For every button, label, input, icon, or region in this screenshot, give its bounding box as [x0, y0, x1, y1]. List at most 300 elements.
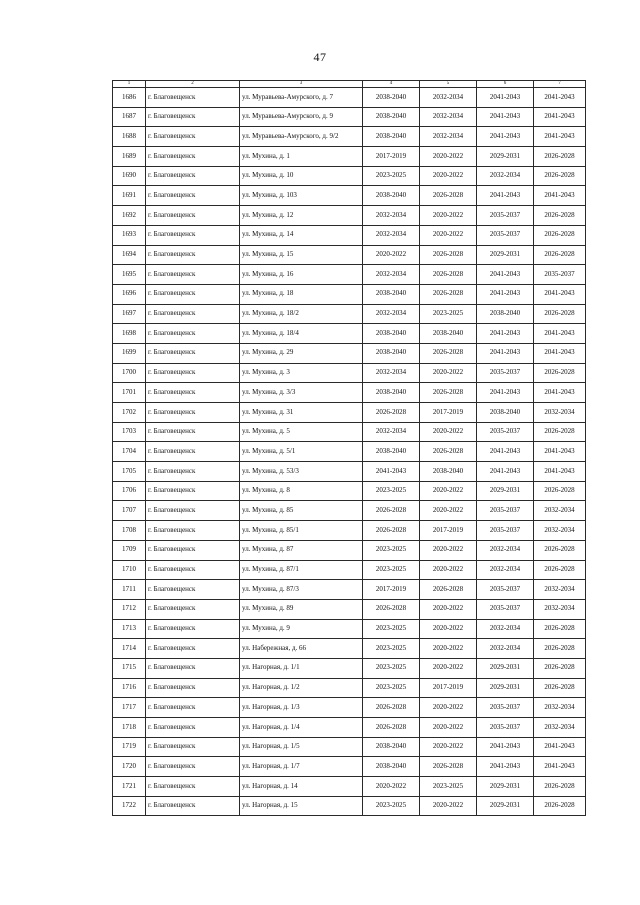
- row-number: 1700: [113, 363, 146, 383]
- address: ул. Мухина, д. 9: [240, 619, 363, 639]
- period-col-4: 2038-2040: [363, 88, 420, 108]
- column-number: 5: [420, 81, 477, 88]
- period-col-6: 2035-2037: [477, 718, 534, 738]
- row-number: 1722: [113, 796, 146, 816]
- period-col-6: 2035-2037: [477, 698, 534, 718]
- period-col-6: 2038-2040: [477, 304, 534, 324]
- row-number: 1713: [113, 619, 146, 639]
- table-row: [113, 580, 586, 600]
- period-col-6: 2041-2043: [477, 343, 534, 363]
- period-col-7: 2026-2028: [534, 540, 586, 560]
- table-row: [113, 462, 586, 482]
- table-row: [113, 88, 586, 108]
- period-col-5: 2026-2028: [420, 757, 477, 777]
- settlement: г. Благовещенск: [146, 540, 240, 560]
- period-col-6: 2035-2037: [477, 580, 534, 600]
- period-col-4: 2026-2028: [363, 698, 420, 718]
- address: ул. Мухина, д. 103: [240, 186, 363, 206]
- row-number: 1703: [113, 422, 146, 442]
- period-col-4: 2023-2025: [363, 540, 420, 560]
- settlement: г. Благовещенск: [146, 718, 240, 738]
- period-col-5: 2023-2025: [420, 304, 477, 324]
- address: ул. Мухина, д. 87/1: [240, 560, 363, 580]
- table-row: [113, 265, 586, 285]
- address: ул. Мухина, д. 31: [240, 403, 363, 423]
- table-row: [113, 718, 586, 738]
- period-col-6: 2032-2034: [477, 540, 534, 560]
- period-col-5: 2020-2022: [420, 737, 477, 757]
- period-col-6: 2041-2043: [477, 383, 534, 403]
- period-col-4: 2023-2025: [363, 619, 420, 639]
- period-col-6: 2032-2034: [477, 166, 534, 186]
- period-col-7: 2026-2028: [534, 658, 586, 678]
- period-col-4: 2032-2034: [363, 225, 420, 245]
- row-number: 1687: [113, 107, 146, 127]
- settlement: г. Благовещенск: [146, 757, 240, 777]
- row-number: 1692: [113, 206, 146, 226]
- settlement: г. Благовещенск: [146, 737, 240, 757]
- period-col-5: 2017-2019: [420, 678, 477, 698]
- address: ул. Мухина, д. 15: [240, 245, 363, 265]
- period-col-4: 2020-2022: [363, 245, 420, 265]
- period-col-6: 2041-2043: [477, 757, 534, 777]
- period-col-4: 2023-2025: [363, 166, 420, 186]
- period-col-4: 2023-2025: [363, 560, 420, 580]
- period-col-4: 2017-2019: [363, 147, 420, 167]
- period-col-4: 2020-2022: [363, 777, 420, 797]
- period-col-5: 2017-2019: [420, 403, 477, 423]
- period-col-4: 2026-2028: [363, 599, 420, 619]
- row-number: 1720: [113, 757, 146, 777]
- period-col-5: 2026-2028: [420, 265, 477, 285]
- period-col-7: 2026-2028: [534, 166, 586, 186]
- settlement: г. Благовещенск: [146, 363, 240, 383]
- period-col-4: 2038-2040: [363, 186, 420, 206]
- table-row: [113, 658, 586, 678]
- address: ул. Мухина, д. 85/1: [240, 521, 363, 541]
- period-col-5: 2038-2040: [420, 324, 477, 344]
- column-number: 2: [146, 81, 240, 88]
- settlement: г. Благовещенск: [146, 422, 240, 442]
- column-number: 3: [240, 81, 363, 88]
- address: ул. Мухина, д. 53/3: [240, 462, 363, 482]
- period-col-7: 2032-2034: [534, 599, 586, 619]
- row-number: 1688: [113, 127, 146, 147]
- row-number: 1686: [113, 88, 146, 108]
- settlement: г. Благовещенск: [146, 127, 240, 147]
- period-col-4: 2032-2034: [363, 363, 420, 383]
- period-col-4: 2038-2040: [363, 383, 420, 403]
- row-number: 1695: [113, 265, 146, 285]
- period-col-6: 2041-2043: [477, 442, 534, 462]
- period-col-7: 2026-2028: [534, 619, 586, 639]
- settlement: г. Благовещенск: [146, 796, 240, 816]
- period-col-7: 2026-2028: [534, 560, 586, 580]
- period-col-4: 2032-2034: [363, 206, 420, 226]
- address: ул. Нагорная, д. 14: [240, 777, 363, 797]
- period-col-7: 2041-2043: [534, 442, 586, 462]
- period-col-5: 2026-2028: [420, 245, 477, 265]
- table-row: [113, 343, 586, 363]
- period-col-7: 2026-2028: [534, 147, 586, 167]
- period-col-4: 2017-2019: [363, 580, 420, 600]
- period-col-5: 2020-2022: [420, 206, 477, 226]
- period-col-6: 2035-2037: [477, 521, 534, 541]
- period-col-6: 2029-2031: [477, 658, 534, 678]
- period-col-5: 2020-2022: [420, 501, 477, 521]
- period-col-7: 2026-2028: [534, 206, 586, 226]
- settlement: г. Благовещенск: [146, 658, 240, 678]
- address: ул. Мухина, д. 18/2: [240, 304, 363, 324]
- row-number: 1690: [113, 166, 146, 186]
- address: ул. Нагорная, д. 15: [240, 796, 363, 816]
- page-number: 47: [313, 50, 327, 64]
- settlement: г. Благовещенск: [146, 245, 240, 265]
- address: ул. Мухина, д. 1: [240, 147, 363, 167]
- table-row: [113, 540, 586, 560]
- row-number: 1697: [113, 304, 146, 324]
- period-col-5: 2020-2022: [420, 481, 477, 501]
- column-number: 4: [363, 81, 420, 88]
- period-col-7: 2032-2034: [534, 403, 586, 423]
- address: ул. Муравьева-Амурского, д. 7: [240, 88, 363, 108]
- row-number: 1702: [113, 403, 146, 423]
- address: ул. Мухина, д. 18/4: [240, 324, 363, 344]
- row-number: 1715: [113, 658, 146, 678]
- row-number: 1694: [113, 245, 146, 265]
- register-table: [112, 80, 586, 816]
- period-col-7: 2041-2043: [534, 107, 586, 127]
- period-col-6: 2041-2043: [477, 107, 534, 127]
- period-col-4: 2023-2025: [363, 796, 420, 816]
- table-row: [113, 521, 586, 541]
- period-col-6: 2035-2037: [477, 501, 534, 521]
- table-row: [113, 599, 586, 619]
- period-col-6: 2041-2043: [477, 265, 534, 285]
- table-row: [113, 698, 586, 718]
- period-col-4: 2038-2040: [363, 737, 420, 757]
- table-row: [113, 245, 586, 265]
- period-col-5: 2017-2019: [420, 521, 477, 541]
- table-row: [113, 757, 586, 777]
- period-col-4: 2041-2043: [363, 462, 420, 482]
- settlement: г. Благовещенск: [146, 599, 240, 619]
- period-col-7: 2026-2028: [534, 245, 586, 265]
- settlement: г. Благовещенск: [146, 304, 240, 324]
- row-number: 1701: [113, 383, 146, 403]
- settlement: г. Благовещенск: [146, 343, 240, 363]
- period-col-7: 2035-2037: [534, 265, 586, 285]
- address: ул. Мухина, д. 29: [240, 343, 363, 363]
- row-number: 1721: [113, 777, 146, 797]
- period-col-5: 2032-2034: [420, 107, 477, 127]
- table-row: [113, 186, 586, 206]
- table-row: [113, 147, 586, 167]
- period-col-5: 2020-2022: [420, 619, 477, 639]
- period-col-5: 2026-2028: [420, 383, 477, 403]
- row-number: 1693: [113, 225, 146, 245]
- period-col-4: 2032-2034: [363, 304, 420, 324]
- period-col-5: 2026-2028: [420, 580, 477, 600]
- address: ул. Мухина, д. 85: [240, 501, 363, 521]
- row-number: 1689: [113, 147, 146, 167]
- address: ул. Муравьева-Амурского, д. 9/2: [240, 127, 363, 147]
- period-col-5: 2020-2022: [420, 166, 477, 186]
- period-col-7: 2041-2043: [534, 186, 586, 206]
- period-col-6: 2041-2043: [477, 737, 534, 757]
- period-col-6: 2029-2031: [477, 796, 534, 816]
- period-col-7: 2041-2043: [534, 343, 586, 363]
- row-number: 1705: [113, 462, 146, 482]
- period-col-5: 2032-2034: [420, 127, 477, 147]
- period-col-4: 2038-2040: [363, 127, 420, 147]
- period-col-5: 2020-2022: [420, 225, 477, 245]
- period-col-7: 2032-2034: [534, 698, 586, 718]
- period-col-6: 2041-2043: [477, 284, 534, 304]
- table-row: [113, 678, 586, 698]
- period-col-6: 2029-2031: [477, 147, 534, 167]
- period-col-7: 2041-2043: [534, 737, 586, 757]
- period-col-6: 2035-2037: [477, 225, 534, 245]
- row-number: 1708: [113, 521, 146, 541]
- settlement: г. Благовещенск: [146, 225, 240, 245]
- period-col-6: 2041-2043: [477, 186, 534, 206]
- row-number: 1718: [113, 718, 146, 738]
- table-row: [113, 501, 586, 521]
- settlement: г. Благовещенск: [146, 462, 240, 482]
- period-col-7: 2032-2034: [534, 521, 586, 541]
- settlement: г. Благовещенск: [146, 383, 240, 403]
- period-col-5: 2026-2028: [420, 284, 477, 304]
- period-col-7: 2041-2043: [534, 127, 586, 147]
- table-row: [113, 796, 586, 816]
- period-col-6: 2035-2037: [477, 206, 534, 226]
- period-col-7: 2026-2028: [534, 678, 586, 698]
- period-col-5: 2020-2022: [420, 363, 477, 383]
- row-number: 1709: [113, 540, 146, 560]
- period-col-7: 2032-2034: [534, 501, 586, 521]
- period-col-5: 2026-2028: [420, 442, 477, 462]
- address: ул. Нагорная, д. 1/2: [240, 678, 363, 698]
- address: ул. Мухина, д. 18: [240, 284, 363, 304]
- table-row: [113, 560, 586, 580]
- settlement: г. Благовещенск: [146, 186, 240, 206]
- column-number: 1: [113, 81, 146, 88]
- settlement: г. Благовещенск: [146, 521, 240, 541]
- period-col-5: 2020-2022: [420, 560, 477, 580]
- settlement: г. Благовещенск: [146, 580, 240, 600]
- period-col-5: 2020-2022: [420, 639, 477, 659]
- column-number: 7: [534, 81, 586, 88]
- table-row: [113, 403, 586, 423]
- table-row: [113, 481, 586, 501]
- row-number: 1704: [113, 442, 146, 462]
- row-number: 1699: [113, 343, 146, 363]
- period-col-6: 2035-2037: [477, 363, 534, 383]
- settlement: г. Благовещенск: [146, 284, 240, 304]
- period-col-6: 2041-2043: [477, 127, 534, 147]
- period-col-4: 2026-2028: [363, 718, 420, 738]
- table-row: [113, 777, 586, 797]
- address: ул. Мухина, д. 5/1: [240, 442, 363, 462]
- period-col-4: 2038-2040: [363, 324, 420, 344]
- row-number: 1714: [113, 639, 146, 659]
- period-col-6: 2032-2034: [477, 639, 534, 659]
- address: ул. Нагорная, д. 1/5: [240, 737, 363, 757]
- row-number: 1710: [113, 560, 146, 580]
- row-number: 1706: [113, 481, 146, 501]
- period-col-7: 2032-2034: [534, 718, 586, 738]
- table-row: [113, 619, 586, 639]
- address: ул. Мухина, д. 8: [240, 481, 363, 501]
- period-col-7: 2041-2043: [534, 757, 586, 777]
- address: ул. Набережная, д. 66: [240, 639, 363, 659]
- period-col-4: 2038-2040: [363, 284, 420, 304]
- period-col-4: 2038-2040: [363, 107, 420, 127]
- settlement: г. Благовещенск: [146, 698, 240, 718]
- period-col-5: 2038-2040: [420, 462, 477, 482]
- address: ул. Мухина, д. 87: [240, 540, 363, 560]
- settlement: г. Благовещенск: [146, 166, 240, 186]
- period-col-5: 2032-2034: [420, 88, 477, 108]
- period-col-7: 2041-2043: [534, 88, 586, 108]
- settlement: г. Благовещенск: [146, 619, 240, 639]
- table-row: [113, 324, 586, 344]
- address: ул. Нагорная, д. 1/3: [240, 698, 363, 718]
- period-col-7: 2026-2028: [534, 225, 586, 245]
- period-col-7: 2026-2028: [534, 304, 586, 324]
- table-row: [113, 127, 586, 147]
- period-col-7: 2041-2043: [534, 284, 586, 304]
- table-row: [113, 284, 586, 304]
- table-row: [113, 737, 586, 757]
- column-number-row: [113, 81, 586, 88]
- period-col-7: 2026-2028: [534, 796, 586, 816]
- address: ул. Мухина, д. 87/3: [240, 580, 363, 600]
- row-number: 1691: [113, 186, 146, 206]
- settlement: г. Благовещенск: [146, 442, 240, 462]
- period-col-4: 2032-2034: [363, 265, 420, 285]
- period-col-4: 2026-2028: [363, 403, 420, 423]
- table-row: [113, 639, 586, 659]
- period-col-4: 2038-2040: [363, 343, 420, 363]
- period-col-5: 2020-2022: [420, 698, 477, 718]
- table-row: [113, 363, 586, 383]
- period-col-6: 2041-2043: [477, 462, 534, 482]
- period-col-7: 2026-2028: [534, 639, 586, 659]
- settlement: г. Благовещенск: [146, 678, 240, 698]
- period-col-6: 2029-2031: [477, 481, 534, 501]
- period-col-5: 2020-2022: [420, 147, 477, 167]
- settlement: г. Благовещенск: [146, 501, 240, 521]
- period-col-5: 2020-2022: [420, 658, 477, 678]
- period-col-7: 2041-2043: [534, 462, 586, 482]
- settlement: г. Благовещенск: [146, 324, 240, 344]
- settlement: г. Благовещенск: [146, 265, 240, 285]
- period-col-6: 2041-2043: [477, 324, 534, 344]
- settlement: г. Благовещенск: [146, 206, 240, 226]
- period-col-7: 2026-2028: [534, 777, 586, 797]
- address: ул. Мухина, д. 12: [240, 206, 363, 226]
- settlement: г. Благовещенск: [146, 147, 240, 167]
- table-row: [113, 383, 586, 403]
- period-col-4: 2038-2040: [363, 442, 420, 462]
- period-col-5: 2020-2022: [420, 718, 477, 738]
- row-number: 1707: [113, 501, 146, 521]
- table-row: [113, 442, 586, 462]
- period-col-6: 2035-2037: [477, 599, 534, 619]
- address: ул. Муравьева-Амурского, д. 9: [240, 107, 363, 127]
- period-col-7: 2041-2043: [534, 324, 586, 344]
- period-col-5: 2020-2022: [420, 422, 477, 442]
- period-col-4: 2023-2025: [363, 639, 420, 659]
- address: ул. Нагорная, д. 1/7: [240, 757, 363, 777]
- period-col-6: 2029-2031: [477, 678, 534, 698]
- period-col-5: 2020-2022: [420, 540, 477, 560]
- table-row: [113, 304, 586, 324]
- address: ул. Мухина, д. 16: [240, 265, 363, 285]
- row-number: 1698: [113, 324, 146, 344]
- period-col-6: 2032-2034: [477, 560, 534, 580]
- period-col-4: 2038-2040: [363, 757, 420, 777]
- period-col-4: 2026-2028: [363, 521, 420, 541]
- address: ул. Мухина, д. 14: [240, 225, 363, 245]
- period-col-4: 2023-2025: [363, 481, 420, 501]
- settlement: г. Благовещенск: [146, 403, 240, 423]
- table-row: [113, 225, 586, 245]
- column-number: 6: [477, 81, 534, 88]
- period-col-4: 2023-2025: [363, 678, 420, 698]
- row-number: 1712: [113, 599, 146, 619]
- row-number: 1696: [113, 284, 146, 304]
- period-col-7: 2026-2028: [534, 363, 586, 383]
- row-number: 1717: [113, 698, 146, 718]
- period-col-6: 2035-2037: [477, 422, 534, 442]
- period-col-6: 2041-2043: [477, 88, 534, 108]
- period-col-6: 2029-2031: [477, 777, 534, 797]
- period-col-7: 2026-2028: [534, 422, 586, 442]
- period-col-7: 2032-2034: [534, 580, 586, 600]
- row-number: 1716: [113, 678, 146, 698]
- address: ул. Мухина, д. 10: [240, 166, 363, 186]
- period-col-7: 2041-2043: [534, 383, 586, 403]
- table-row: [113, 422, 586, 442]
- period-col-5: 2026-2028: [420, 186, 477, 206]
- address: ул. Нагорная, д. 1/4: [240, 718, 363, 738]
- settlement: г. Благовещенск: [146, 777, 240, 797]
- table-header: [113, 81, 586, 88]
- settlement: г. Благовещенск: [146, 107, 240, 127]
- period-col-6: 2029-2031: [477, 245, 534, 265]
- table-row: [113, 206, 586, 226]
- settlement: г. Благовещенск: [146, 88, 240, 108]
- period-col-7: 2026-2028: [534, 481, 586, 501]
- table-body: [113, 88, 586, 816]
- period-col-6: 2038-2040: [477, 403, 534, 423]
- settlement: г. Благовещенск: [146, 560, 240, 580]
- period-col-5: 2026-2028: [420, 343, 477, 363]
- settlement: г. Благовещенск: [146, 639, 240, 659]
- address: ул. Мухина, д. 5: [240, 422, 363, 442]
- period-col-5: 2020-2022: [420, 599, 477, 619]
- row-number: 1711: [113, 580, 146, 600]
- period-col-5: 2020-2022: [420, 796, 477, 816]
- period-col-4: 2026-2028: [363, 501, 420, 521]
- address: ул. Мухина, д. 3/3: [240, 383, 363, 403]
- address: ул. Мухина, д. 89: [240, 599, 363, 619]
- address: ул. Нагорная, д. 1/1: [240, 658, 363, 678]
- period-col-4: 2032-2034: [363, 422, 420, 442]
